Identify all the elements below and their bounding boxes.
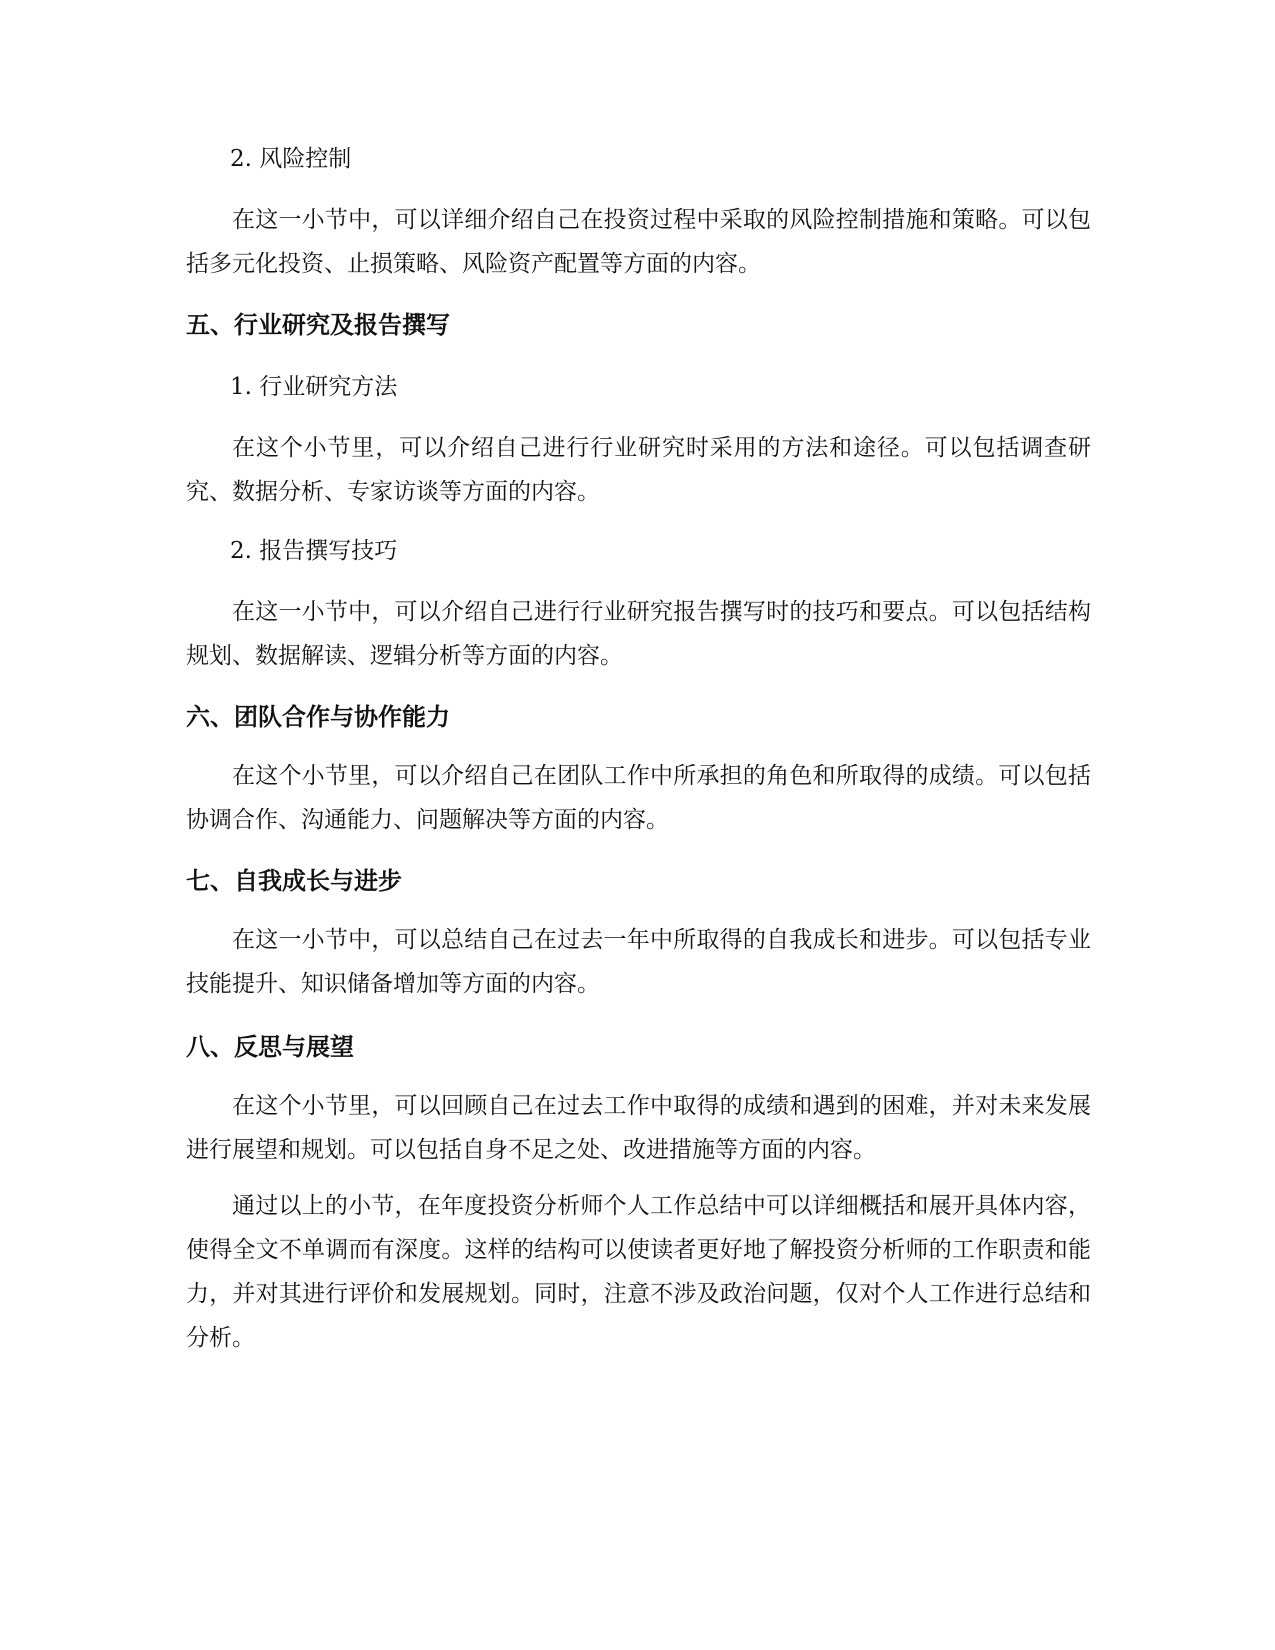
section-heading-self-growth: 七、自我成长与进步: [186, 867, 402, 895]
paragraph-reflection: 在这个小节里，可以回顾自己在过去工作中取得的成绩和遇到的困难，并对未来发展进行展望和规划。可以包括自身不足之处、改进措施等方面的内容。: [186, 1093, 1091, 1163]
paragraph-teamwork: 在这个小节里，可以介绍自己在团队工作中所承担的角色和所取得的成绩。可以包括协调合作、沟通能力、问题解决等方面的内容。: [186, 763, 1091, 833]
section-heading-teamwork: 六、团队合作与协作能力: [186, 703, 450, 731]
paragraph-report-writing: 在这一小节中，可以介绍自己进行行业研究报告撰写时的技巧和要点。可以包括结构规划、数据解读、逻辑分析等方面的内容。: [186, 599, 1091, 669]
subsection-title-report-writing: 2. 报告撰写技巧: [230, 538, 398, 564]
paragraph-conclusion: 通过以上的小节，在年度投资分析师个人工作总结中可以详细概括和展开具体内容，使得全文不单调而有深度。这样的结构可以使读者更好地了解投资分析师的工作职责和能力，并对其进行评价和发展规划。同时，注意不涉及政治问题，仅对个人工作进行总结和分析。: [186, 1193, 1091, 1351]
paragraph-research-methods: 在这个小节里，可以介绍自己进行行业研究时采用的方法和途径。可以包括调查研究、数据分析、专家访谈等方面的内容。: [186, 435, 1091, 505]
subsection-title-research-methods: 1. 行业研究方法: [230, 374, 398, 400]
subsection-title-risk-control: 2. 风险控制: [230, 146, 352, 172]
section-heading-reflection: 八、反思与展望: [186, 1033, 354, 1061]
paragraph-risk-control: 在这一小节中，可以详细介绍自己在投资过程中采取的风险控制措施和策略。可以包括多元化投资、止损策略、风险资产配置等方面的内容。: [186, 207, 1091, 277]
paragraph-self-growth: 在这一小节中，可以总结自己在过去一年中所取得的自我成长和进步。可以包括专业技能提升、知识储备增加等方面的内容。: [186, 927, 1091, 997]
section-heading-industry-research: 五、行业研究及报告撰写: [186, 311, 450, 339]
